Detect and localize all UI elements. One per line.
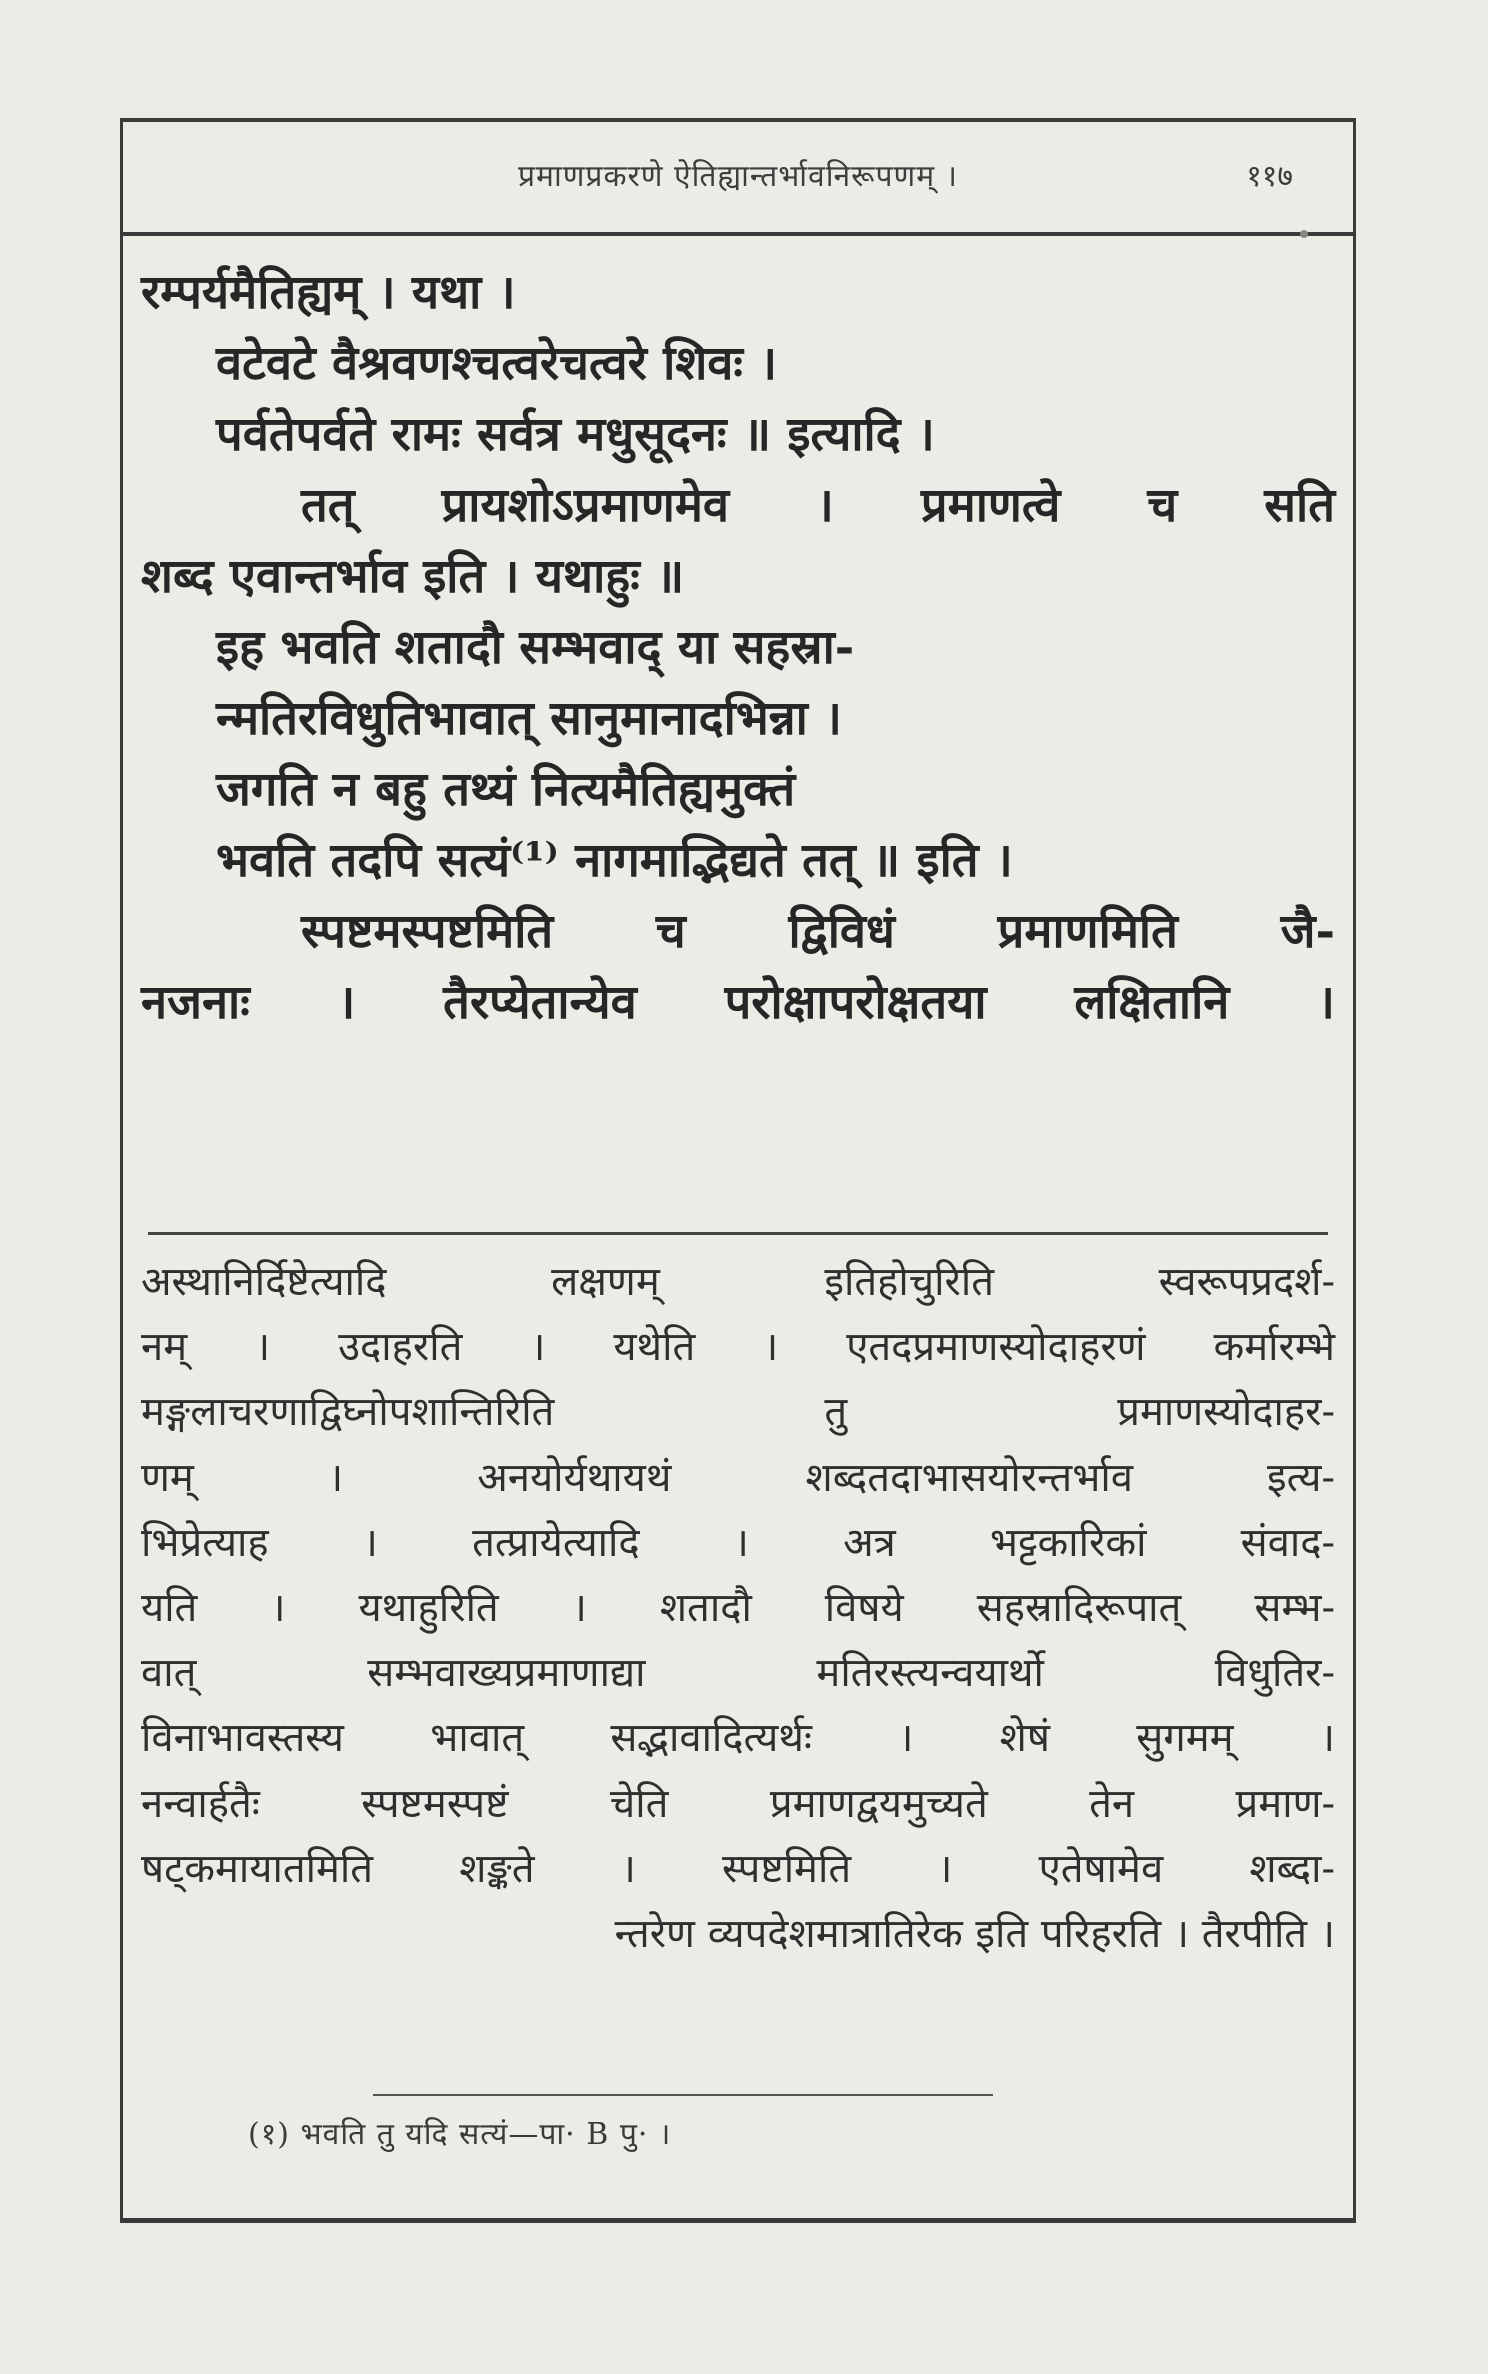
commentary-line: यति । यथाहुरिति । शतादौ विषये सहस्रादिरूपात् सम्भ-: [141, 1584, 1335, 1631]
commentary-line: न्तरेण व्यपदेशमात्रातिरेक इति परिहरति । तैरपीति ।: [614, 1910, 1335, 1957]
verse-line: पर्वतेपर्वते रामः सर्वत्र मधुसूदनः ॥ इत्यादि ।: [216, 407, 935, 462]
page-number: ११७: [1246, 159, 1293, 194]
commentary-line: वात् सम्भवाख्यप्रमाणाद्या मतिरस्त्यन्वयार्थो विधुतिर-: [141, 1650, 1335, 1697]
header-rule: [123, 232, 1353, 236]
commentary-line: णम् । अनयोर्यथायथं शब्दतदाभासयोरन्तर्भाव इत्य-: [141, 1454, 1335, 1501]
running-header: [123, 144, 1353, 214]
verse-line: न्मतिरविधुतिभावात् सानुमानादभिन्ना ।: [216, 691, 842, 746]
page-frame: [120, 118, 1356, 2223]
commentary-line: विनाभावस्तस्य भावात् सद्भावादित्यर्थः । शेषं सुगमम् ।: [141, 1715, 1335, 1762]
commentary-line: अस्थानिर्दिष्टेत्यादि लक्षणम् इतिहोचुरिति स्वरूपप्रदर्श-: [141, 1259, 1335, 1305]
header-title: प्रमाणप्रकरणे ऐतिह्यान्तर्भावनिरूपणम् ।: [517, 159, 959, 194]
commentary-line: नम् । उदाहरति । यथेति । एतदप्रमाणस्योदाहरणं कर्मारम्भे: [141, 1324, 1335, 1371]
commentary-line: षट्कमायातमिति शङ्कते । स्पष्टमिति । एतेषामेव शब्दा-: [141, 1845, 1335, 1892]
commentary-line: भिप्रेत्याह । तत्प्रायेत्यादि । अत्र भट्टकारिकां संवाद-: [141, 1519, 1335, 1566]
footnote: (१) भवति तु यदि सत्यं—पा· B पु· ।: [248, 2117, 672, 2152]
verse-line: जगति न बहु तथ्यं नित्यमैतिह्यमुक्तं: [216, 762, 796, 817]
commentary-line: नन्वार्हतैः स्पष्टमस्पष्टं चेति प्रमाणद्वयमुच्यते तेन प्रमाण-: [141, 1780, 1335, 1827]
commentary-text: [141, 1250, 1335, 1967]
commentary-line: मङ्गलाचरणाद्विघ्नोपशान्तिरिति तु प्रमाणस्योदाहर-: [141, 1389, 1335, 1436]
text-line: स्पष्टमस्पष्टमिति च द्विविधं प्रमाणमिति जै-: [301, 904, 1335, 959]
footnote-rule: [373, 2094, 993, 2096]
text-line: रम्पर्यमैतिह्यम् । यथा ।: [141, 265, 516, 320]
verse-line: भवति तदपि सत्यं⁽¹⁾ नागमाद्भिद्यते तत् ॥ इति ।: [216, 833, 1013, 888]
text-line: तत् प्रायशोऽप्रमाणमेव । प्रमाणत्वे च सति: [301, 478, 1335, 533]
text-line: शब्द एवान्तर्भाव इति । यथाहुः ॥: [141, 549, 685, 604]
section-divider: [148, 1232, 1328, 1235]
text-line: नजनाः । तैरप्येतान्येव परोक्षापरोक्षतया लक्षितानि ।: [141, 975, 1335, 1030]
verse-line: इह भवति शतादौ सम्भवाद् या सहस्रा-: [216, 620, 855, 675]
verse-line: वटेवटे वैश्रवणश्चत्वरेचत्वरे शिवः ।: [216, 336, 778, 391]
ink-speck: [1300, 230, 1308, 238]
main-text: [141, 257, 1335, 1038]
